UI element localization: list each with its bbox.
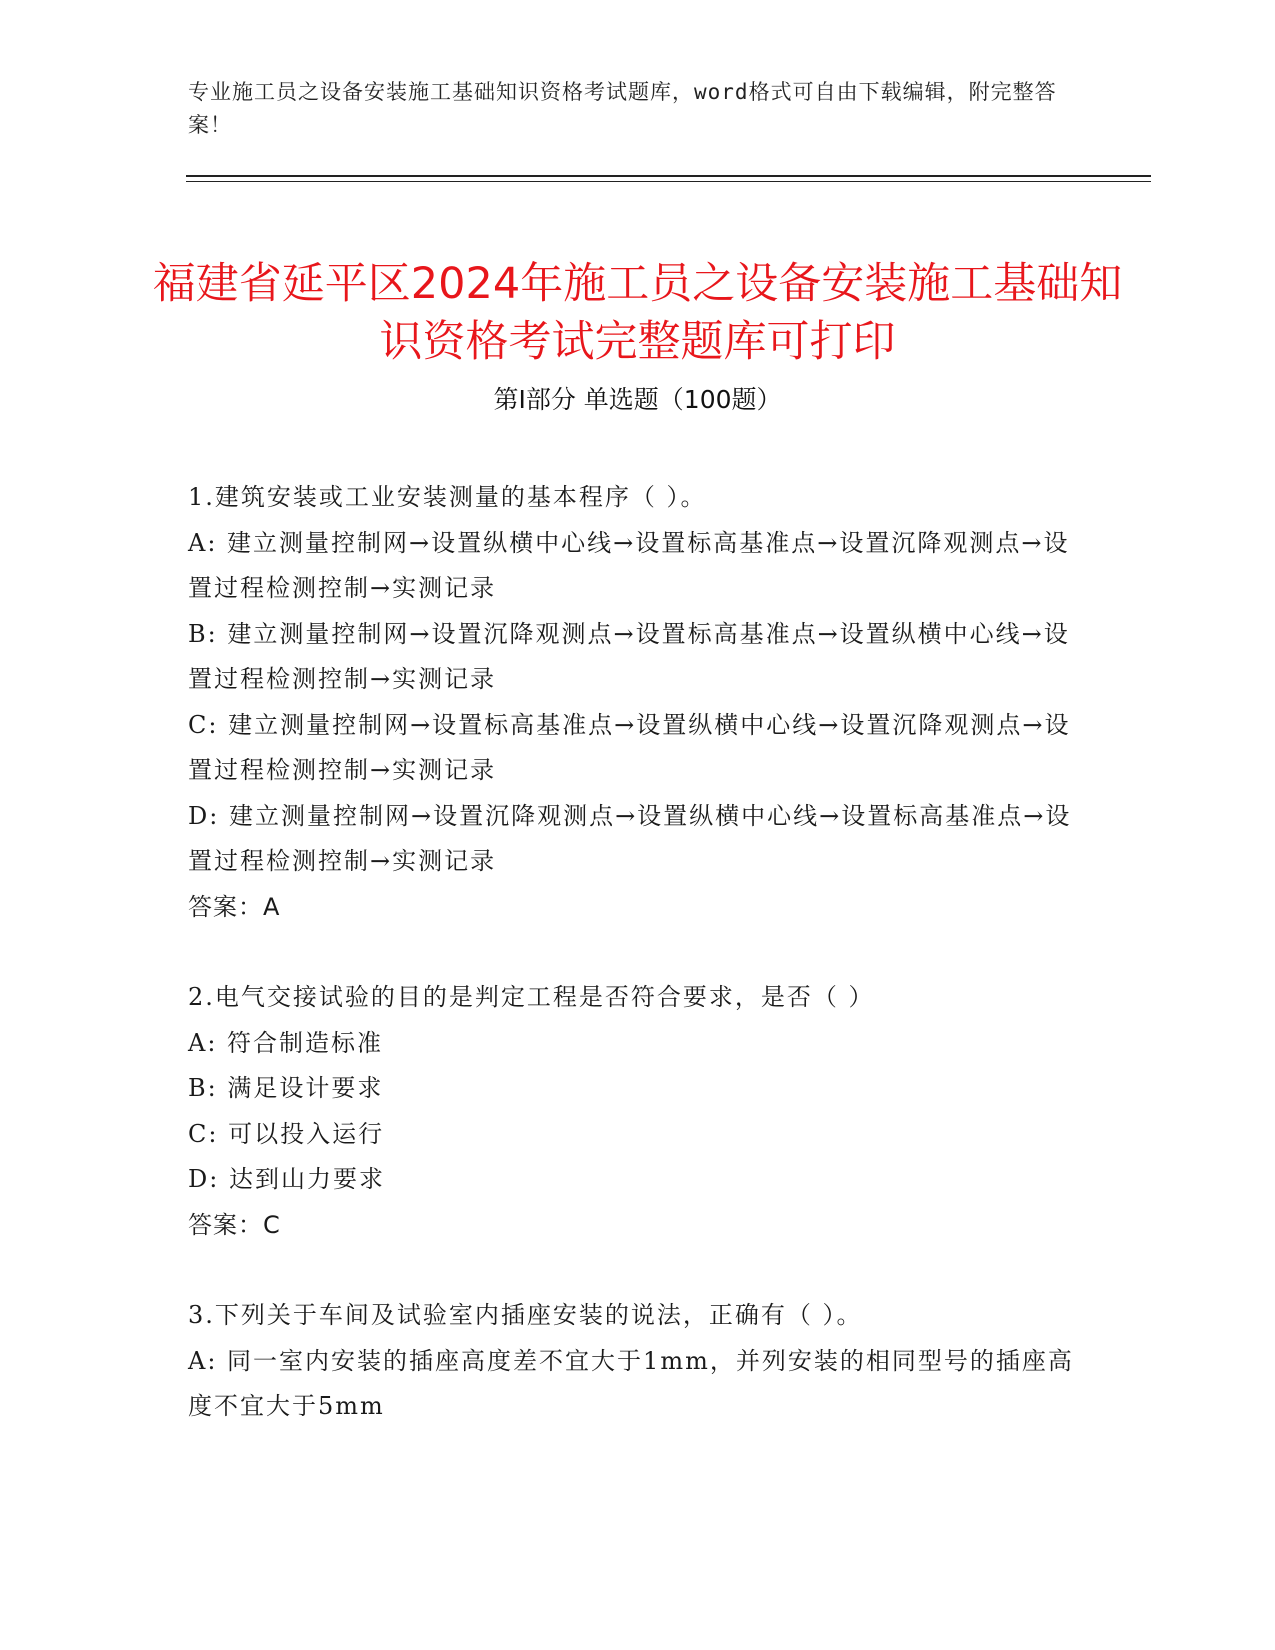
question-2 [188, 975, 1078, 1248]
option-d: D: 建立测量控制网→设置沉降观测点→设置纵横中心线→设置标高基准点→设置过程检测控制→实测记录 [188, 801, 1072, 875]
option-c: C: 可以投入运行 [188, 1119, 385, 1148]
document-title: 福建省延平区2024年施工员之设备安装施工基础知识资格考试完整题库可打印 [152, 258, 1123, 367]
question-text: 2.电气交接试验的目的是判定工程是否符合要求，是否（ ） [188, 983, 875, 1011]
question-1 [188, 475, 1078, 930]
option-b: B: 建立测量控制网→设置沉降观测点→设置标高基准点→设置纵横中心线→设置过程检测控制→实测记录 [188, 619, 1070, 693]
option-d: D: 达到山力要求 [188, 1165, 385, 1193]
header-divider-thick [186, 175, 1151, 177]
header-divider-thin [186, 181, 1151, 182]
option-a: A: 同一室内安装的插座高度差不宜大于1mm，并列安装的相同型号的插座高度不宜大于5mm [188, 1346, 1074, 1420]
option-a: A: 建立测量控制网→设置纵横中心线→设置标高基准点→设置沉降观测点→设置过程检测控制→实测记录 [188, 528, 1070, 602]
section-title: 第I部分 单选题（100题） [493, 385, 782, 414]
answer: 答案：A [188, 892, 281, 921]
question-text: 3.下列关于车间及试验室内插座安装的说法，正确有（ ）。 [188, 1301, 863, 1329]
answer: 答案：C [188, 1210, 281, 1239]
header-note: 专业施工员之设备安装施工基础知识资格考试题库，word格式可自由下载编辑，附完整答案！ [188, 80, 1057, 137]
question-list [188, 475, 1078, 1475]
question-3 [188, 1293, 1078, 1430]
option-a: A: 符合制造标准 [188, 1028, 384, 1057]
question-text: 1.建筑安装或工业安装测量的基本程序（ ）。 [188, 483, 707, 511]
option-b: B: 满足设计要求 [188, 1074, 384, 1102]
option-c: C: 建立测量控制网→设置标高基准点→设置纵横中心线→设置沉降观测点→设置过程检测控制→实测记录 [188, 710, 1071, 784]
